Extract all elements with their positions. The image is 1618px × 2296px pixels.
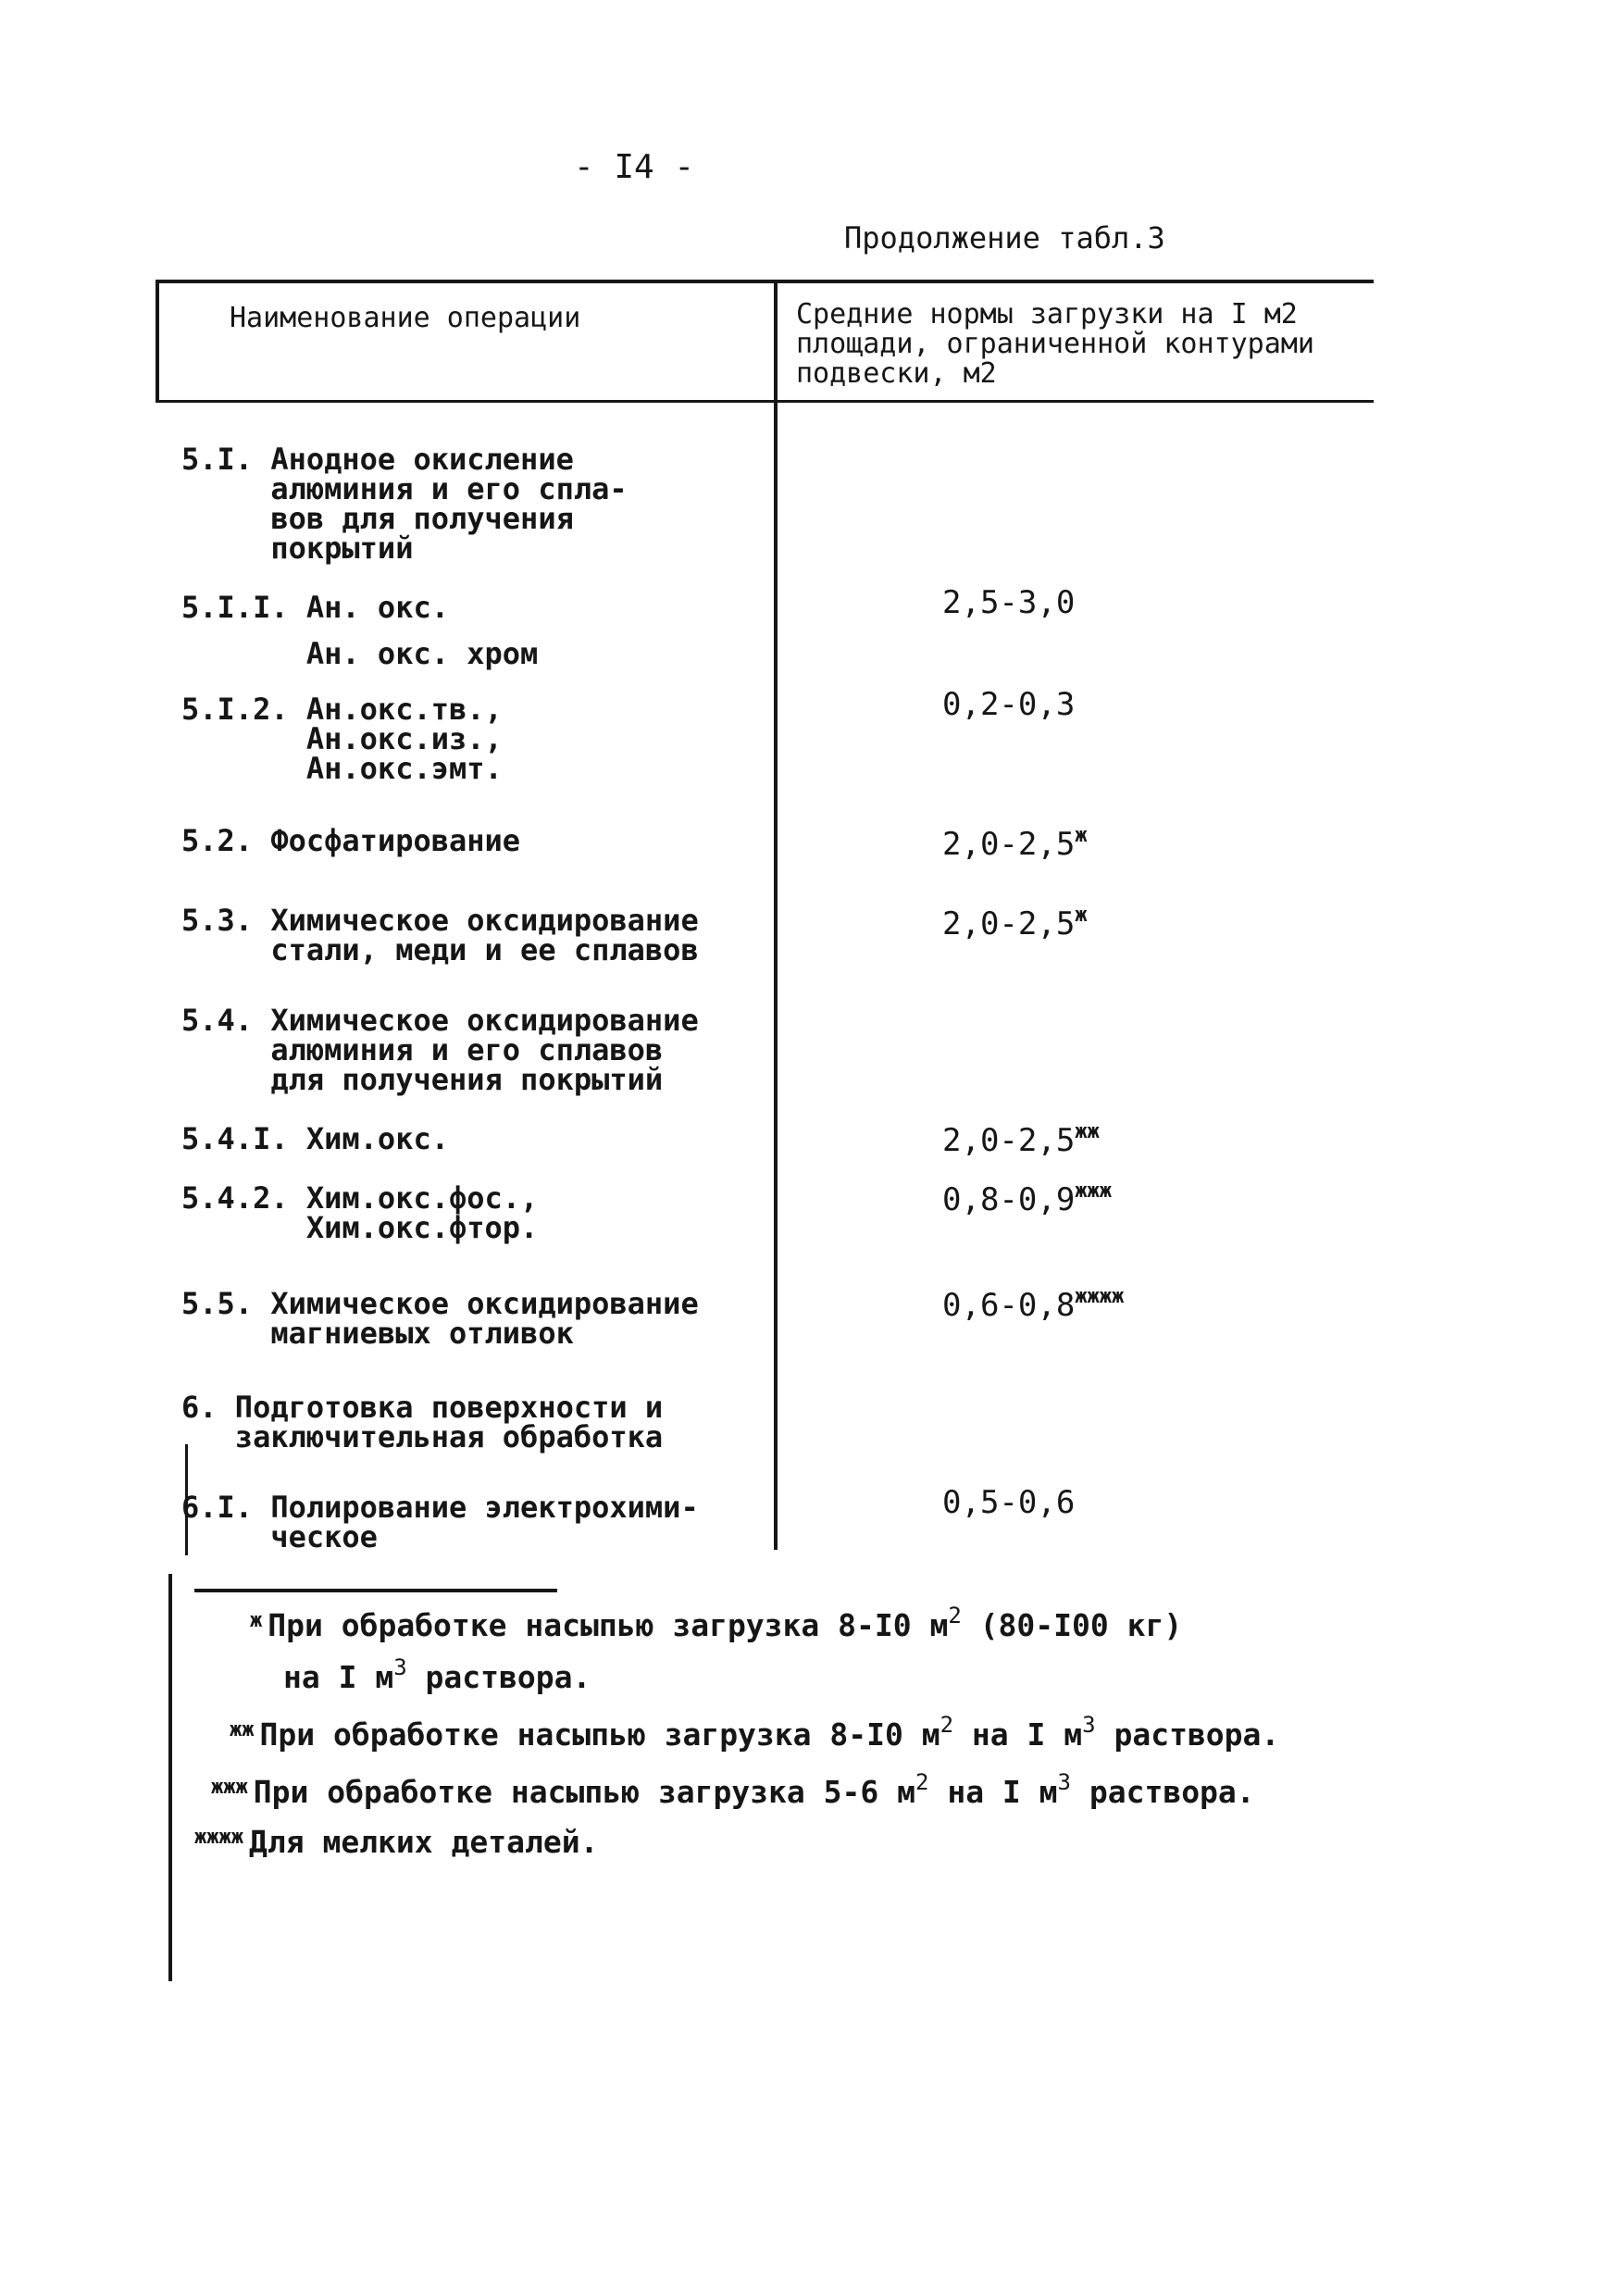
table-row-value: $0,6-0,8^{жжжж}$ [942,1285,1125,1324]
footnote-mark: жж [230,1718,255,1741]
table-row-operation: 6. Подготовка поверхности и заключительная обработка [181,1390,664,1454]
footnote-mark: ж [1075,904,1088,927]
footnote-1: $^ж$ При обработке насыпью загрузка 8-I0 $м^2$ (80-I00 кг) [250,1603,1183,1643]
table-row-operation: 5.3. Химическое оксидирование стали, меди и ее сплавов [181,903,699,967]
table-left-border [156,280,159,402]
page-number: - I4 - [574,148,695,186]
table-row-operation: 5.4. Химическое оксидирование алюминия и его сплавов для получения покрытий [181,1003,699,1097]
footnote-mark: жжжж [1075,1285,1125,1308]
header-norm: Средние нормы загрузки на I м2 площади, ограниченной контурами подвески, м2 [796,298,1314,390]
table-row-operation: 5.I. Анодное окисление алюминия и его спла- вов для получения покрытий [181,442,628,566]
table-row-value: $2,0-2,5^ж$ [942,904,1088,942]
footnote-1-continued: на I $м^3$ раствора. [283,1654,591,1695]
footnote-mark: ж [1075,824,1088,847]
table-row-operation: 5.4.2. Хим.окс.фос., Хим.окс.фтор. [181,1180,539,1245]
table-row-operation: 5.I.I. Ан. окс. [181,590,449,625]
footnote-mark: ж [250,1609,263,1632]
table-caption: Продолжение табл.3 [844,220,1165,256]
table-row-value: $2,0-2,5^ж$ [942,824,1088,863]
table-row-operation: 5.4.I. Хим.окс. [181,1121,449,1156]
page-margin-line [168,1574,172,1981]
table-header-border [156,400,1374,403]
footnote-mark: жжж [211,1776,248,1799]
table-row-operation: Ан. окс. хром [181,636,539,671]
table-row-value: 0,2-0,3 [942,686,1076,723]
table-row-operation: 5.5. Химическое оксидирование магниевых отливок [181,1286,699,1351]
footnote-3: $^{жжж}$ При обработке насыпью загрузка 5-6 $м^2$ на I $м^3$ раствора. [211,1769,1255,1810]
footnote-mark: жж [1075,1120,1100,1143]
table-row-value: $0,8-0,9^{жжж}$ [942,1179,1113,1218]
table-row-value: $2,0-2,5^{жж}$ [942,1120,1100,1159]
table-row-value: 2,5-3,0 [942,584,1076,621]
table-column-divider [774,280,778,1550]
table-row-operation: 5.I.2. Ан.окс.тв., Ан.окс.из., Ан.окс.эмт. [181,692,503,786]
table-top-border [156,280,1374,283]
footnote-2: $^{жж}$ При обработке насыпью загрузка 8-I0 $м^2$ на I $м^3$ раствора. [230,1712,1280,1753]
table-row-operation: 5.2. Фосфатирование [181,823,521,858]
footnote-mark: жжж [1075,1179,1113,1203]
footnote-4: $^{жжжж}$ Для мелких деталей. [194,1824,599,1860]
footnote-mark: жжжж [194,1826,243,1849]
header-operation: Наименование операции [230,302,581,334]
table-row-value: 0,5-0,6 [942,1484,1076,1521]
table-row-operation: 6.I. Полирование электрохими- ческое [181,1490,699,1554]
